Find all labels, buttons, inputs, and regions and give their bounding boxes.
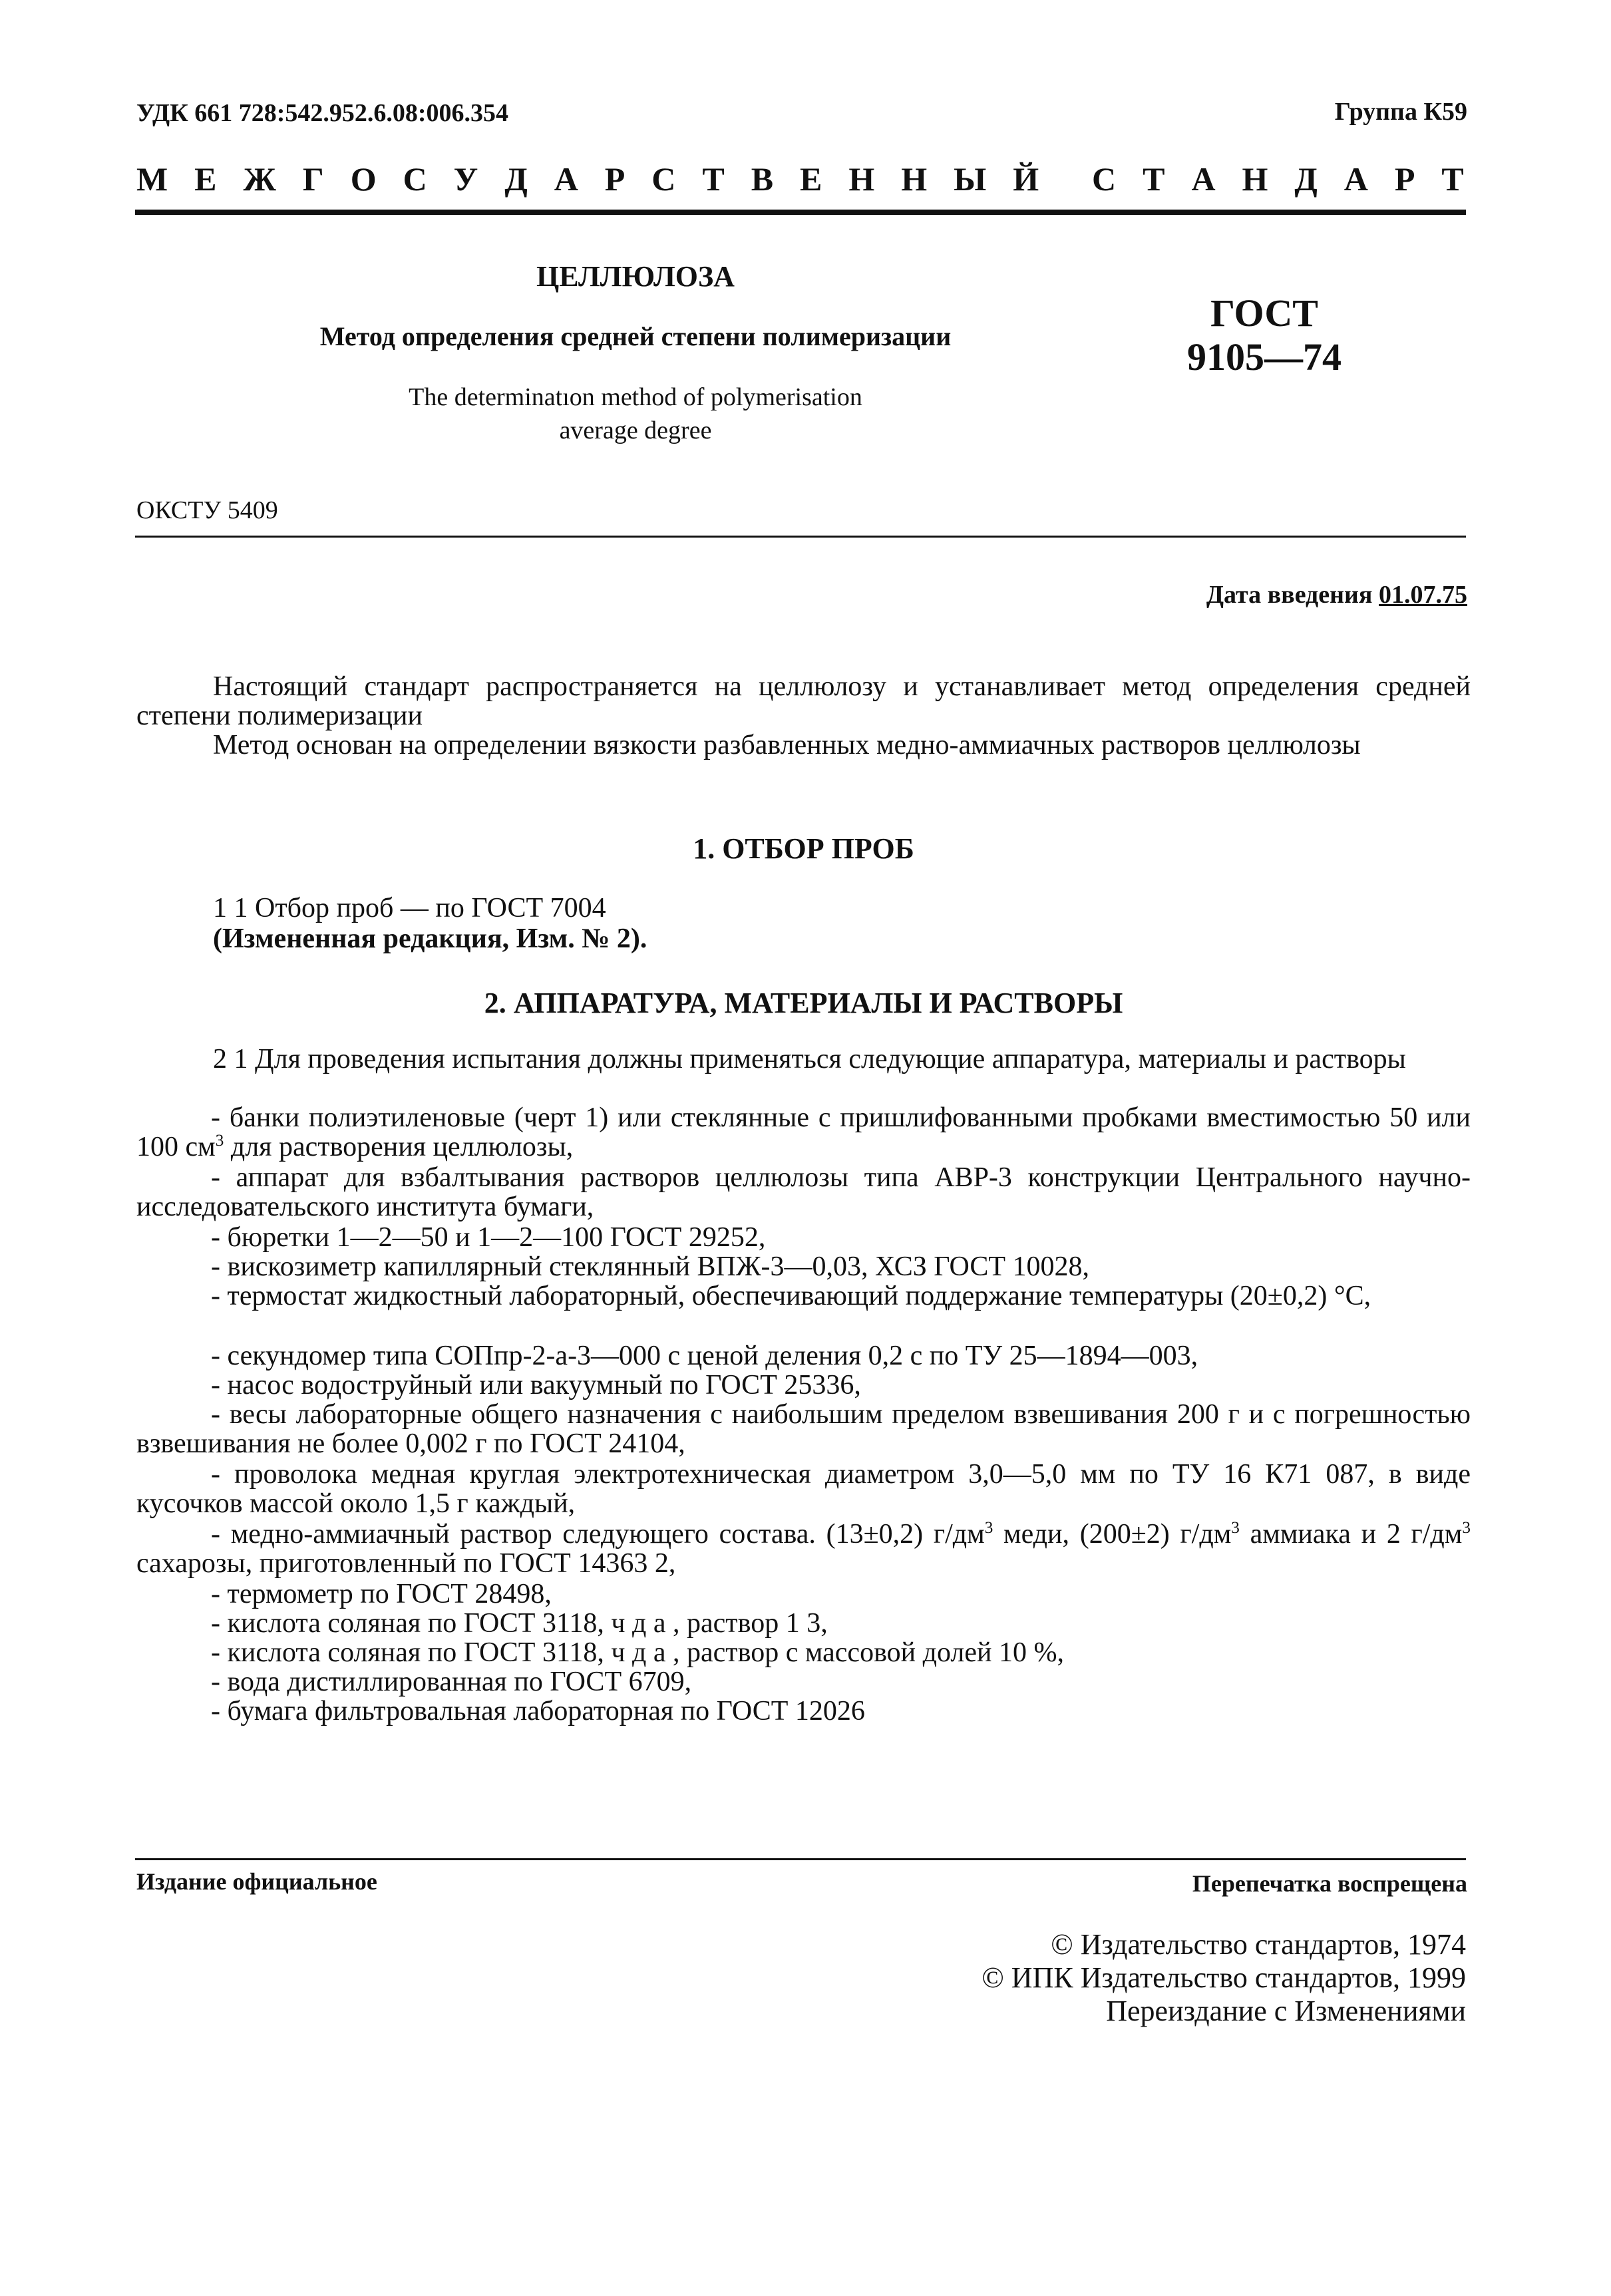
list-item: - весы лабораторные общего назначения с наибольшим пределом взвешивания 200 г и с погрешностью взвешивания не более 0,002 г по ГОСТ 24104, [136,1399,1471,1459]
list-item: - термометр по ГОСТ 28498, [211,1579,552,1609]
intro-paragraph: Метод основан на определении вязкости разбавленных медно-аммиачных растворов целлюлозы [213,730,1361,760]
official-edition-label: Издание официальное [136,1868,377,1895]
banner-letter: А [1191,160,1216,198]
banner-letter: А [1343,160,1368,198]
list-item: - проволока медная круглая электротехническая диаметром 3,0—5,0 мм по ТУ 16 К71 087, в виде кусочков массой около 1,5 г каждый, [136,1459,1471,1519]
list-item: - бюретки 1—2—50 и 1—2—100 ГОСТ 29252, [211,1222,766,1253]
document-title: ЦЕЛЛЮЛОЗА [536,260,735,293]
superscript: 3 [1231,1519,1240,1537]
reissue-note: Переиздание с Изменениями [1106,1995,1466,2027]
section-heading: 1. ОТБОР ПРОБ [693,832,914,865]
list-item: - вода дистиллированная по ГОСТ 6709, [211,1667,692,1697]
list-item-text: сахарозы, приготовленный по ГОСТ 14363 2, [136,1548,676,1579]
okstu-rule [135,536,1466,538]
udk-code: УДК 661 728:542.952.6.08:006.354 [136,99,509,127]
banner-letter: Е [800,160,822,198]
banner-letter: Т [1143,160,1165,198]
section-paragraph: 1 1 Отбор проб — по ГОСТ 7004 [213,893,606,923]
banner-letter: Д [504,160,528,198]
footer-rule [135,1858,1466,1860]
effective-date-value: 01.07.75 [1379,581,1467,609]
header-rule [135,210,1466,215]
superscript: 3 [984,1519,993,1537]
gost-number [1158,291,1371,379]
banner-letter: Е [194,160,217,198]
copyright-line: © Издательство стандартов, 1974 [1051,1928,1466,1961]
banner-letter: В [751,160,774,198]
list-item-text: для растворения целлюлозы, [224,1132,574,1162]
banner-letter: Ж [243,160,276,198]
banner-letter: Д [1294,160,1318,198]
superscript: 3 [1462,1519,1471,1537]
list-item-text: аммиака и 2 г/дм [1239,1519,1463,1550]
banner-letter: Г [302,160,324,198]
gost-label: ГОСТ [1210,291,1318,335]
section-heading: 2. АППАРАТУРА, МАТЕРИАЛЫ И РАСТВОРЫ [484,987,1123,1019]
banner-letter: Ы [954,160,987,198]
list-item: - вискозиметр капиллярный стеклянный ВПЖ-3—0,03, ХСЗ ГОСТ 10028, [211,1251,1090,1282]
list-item-text: - медно-аммиачный раствор следующего состава. (13±0,2) г/дм [211,1519,985,1550]
list-item: - бумага фильтровальная лабораторная по ГОСТ 12026 [211,1696,865,1726]
banner-letter: Т [702,160,725,198]
list-item: - кислота соляная по ГОСТ 3118, ч д а , раствор с массовой долей 10 %, [211,1637,1064,1668]
interstate-standard-banner [136,160,1464,198]
banner-letter: Р [1394,160,1415,198]
document-subtitle: Метод определения средней степени полимеризации [319,321,952,351]
effective-date-label: Дата введения [1206,581,1373,609]
superscript: 3 [215,1132,224,1150]
okstu-code: ОКСТУ 5409 [136,496,278,524]
list-item-text: - банки полиэтиленовые (черт 1) или стеклянные с пришлифованными пробками вместимостью 50 или 100 см [136,1102,1471,1162]
copyright-line: © ИПК Издательство стандартов, 1999 [982,1961,1466,1994]
reprint-prohibited-label: Перепечатка воспрещена [1192,1870,1467,1897]
list-item-text: меди, (200±2) г/дм [993,1519,1232,1550]
banner-letter: С [1092,160,1117,198]
banner-letter: Р [604,160,626,198]
intro-paragraph: Настоящий стандарт распространяется на целлюлозу и устанавливает метод определения средней степени полимеризации [136,671,1471,731]
list-item: - аппарат для взбалтывания растворов целлюлозы типа АВР-3 конструкции Центрального научно-исследовательского института бумаги, [136,1162,1471,1222]
banner-letter: У [453,160,478,198]
list-item [136,1103,1471,1162]
english-title: The determinatıon method of polymerisation average degree [409,383,862,444]
gost-code: 9105—74 [1187,335,1342,379]
effective-date [1206,580,1467,609]
banner-letter: Н [1242,160,1268,198]
list-item: - термостат жидкостный лабораторный, обеспечивающий поддержание температуры (20±0,2) °С, [211,1281,1371,1311]
banner-letter: С [651,160,676,198]
list-item: - насос водоструйный или вакуумный по ГОСТ 25336, [211,1370,861,1400]
banner-letter: Й [1013,160,1039,198]
group-code: Группа К59 [1334,98,1467,126]
banner-letter: Н [848,160,875,198]
banner-letter: Н [901,160,928,198]
banner-letter: М [136,160,168,198]
amendment-note: (Измененная редакция, Изм. № 2). [213,923,647,954]
banner-letter: Т [1441,160,1464,198]
list-item: - секундомер типа СОПпр-2-а-3—000 с ценой деления 0,2 с по ТУ 25—1894—003, [211,1341,1198,1371]
banner-letter: С [403,160,427,198]
list-item: - кислота соляная по ГОСТ 3118, ч д а , раствор 1 3, [211,1608,828,1639]
banner-letter: О [350,160,377,198]
banner-letter: А [554,160,578,198]
list-item [136,1520,1471,1578]
section-paragraph: 2 1 Для проведения испытания должны применяться следующие аппаратура, материалы и растворы [213,1044,1406,1074]
